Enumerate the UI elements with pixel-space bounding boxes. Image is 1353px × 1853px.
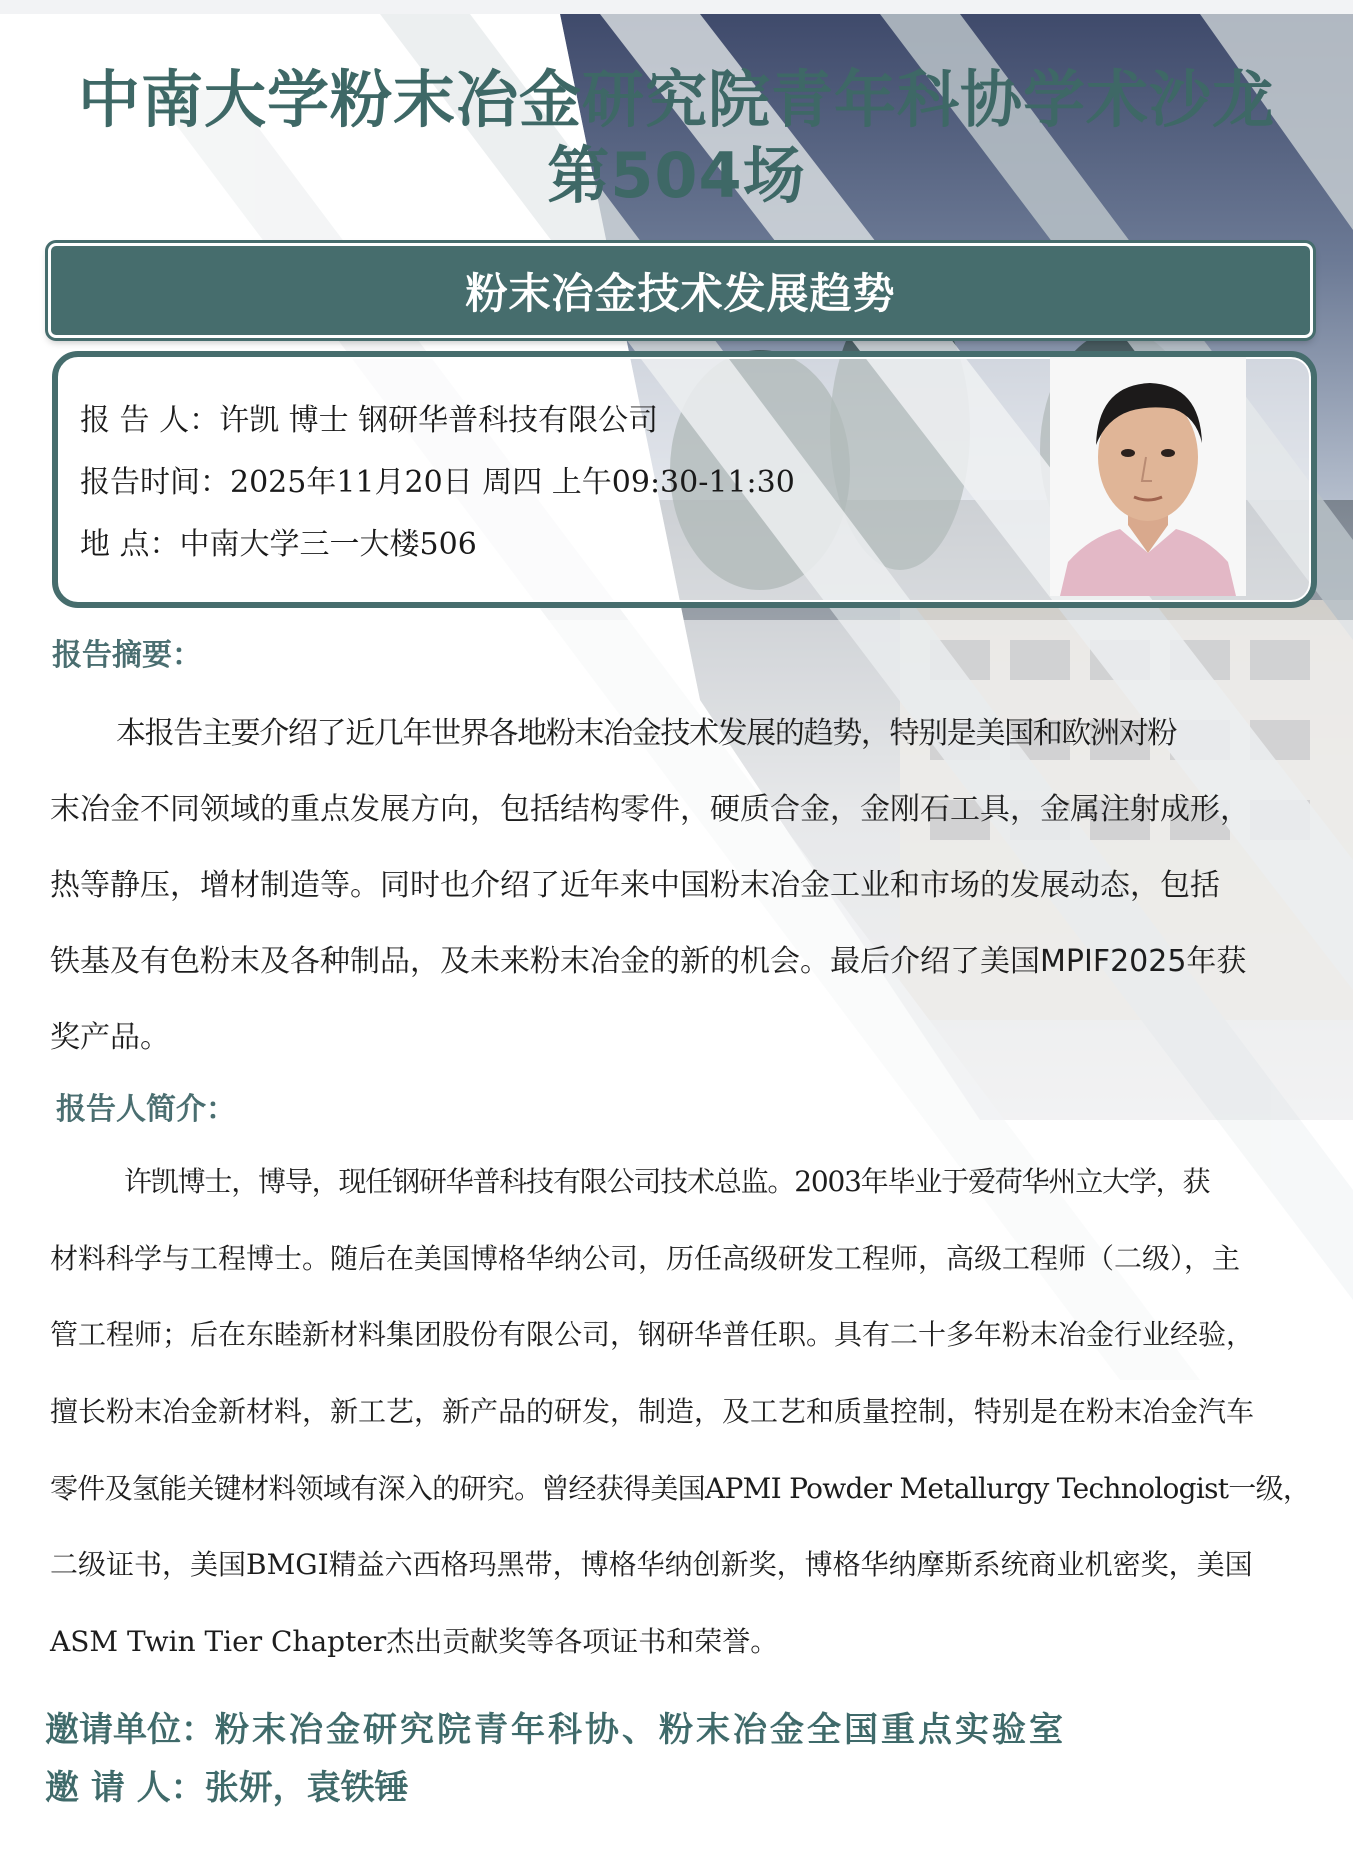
abstract-line: 末冶金不同领域的重点发展方向，包括结构零件，硬质合金，金刚石工具，金属注射成形， (50, 792, 1250, 827)
abstract-line: 铁基及有色粉末及各种制品，及未来粉末冶金的新的机会。最后介绍了美国MPIF2025年获 (50, 944, 1247, 979)
speaker-value: 许凯 博士 钢研华普科技有限公司 (219, 403, 659, 438)
title-line-1: 中南大学粉末冶金研究院青年科协学术沙龙 (77, 63, 1275, 136)
time-value: 2025年11月20日 周四 上午09:30-11:30 (230, 465, 795, 500)
bio-line: 材料科学与工程博士。随后在美国博格华纳公司，历任高级研发工程师，高级工程师（二级），主 (50, 1241, 1241, 1275)
place-value: 中南大学三一大楼506 (179, 527, 477, 562)
inviter-unit-row (45, 1702, 1066, 1751)
time-row (80, 457, 795, 501)
bio-heading: 报告人简介： (56, 1092, 236, 1127)
inviter-value: 张妍，袁铁锤 (204, 1768, 409, 1808)
abstract-line: 本报告主要介绍了近几年世界各地粉末冶金技术发展的趋势，特别是美国和欧洲对粉 (116, 716, 1176, 751)
abstract-heading: 报告摘要： (52, 638, 202, 673)
place-row (80, 519, 477, 563)
title-line-2: 第504场 (547, 139, 806, 212)
time-label: 报告时间： (80, 465, 230, 500)
place-label: 地 点： (80, 527, 180, 562)
abstract-paragraph (50, 696, 1310, 1076)
bio-line: ASM Twin Tier Chapter杰出贡献奖等各项证书和荣誉。 (50, 1625, 779, 1659)
inviter-unit-label: 邀请单位： (45, 1710, 215, 1750)
bio-line: 管工程师；后在东睦新材料集团股份有限公司，钢研华普任职。具有二十多年粉末冶金行业经验， (50, 1318, 1255, 1352)
page-title (40, 62, 1313, 214)
bio-line: 许凯博士，博导，现任钢研华普科技有限公司技术总监。2003年毕业于爱荷华州立大学，获 (124, 1165, 1210, 1198)
inviter-unit-value: 粉末冶金研究院青年科协、粉末冶金全国重点实验室 (215, 1710, 1066, 1750)
inviter-row (45, 1760, 409, 1809)
speaker-row (80, 395, 658, 439)
speaker-label: 报 告 人： (80, 403, 220, 438)
inviter-label: 邀 请 人： (45, 1768, 205, 1808)
abstract-line: 热等静压，增材制造等。同时也介绍了近年来中国粉末冶金工业和市场的发展动态，包括 (50, 868, 1220, 903)
topic-banner: 粉末冶金技术发展趋势 (48, 243, 1313, 338)
bio-line: 二级证书，美国BMGI精益六西格玛黑带，博格华纳创新奖，博格华纳摩斯系统商业机密奖，美国 (50, 1548, 1253, 1582)
speaker-photo (1050, 357, 1246, 596)
bio-paragraph (50, 1144, 1310, 1681)
abstract-line: 奖产品。 (50, 1020, 170, 1055)
bio-line: 零件及氢能关键材料领域有深入的研究。曾经获得美国APMI Powder Metallurgy Technologist一级， (50, 1471, 1311, 1505)
bio-line: 擅长粉末冶金新材料，新工艺，新产品的研发，制造，及工艺和质量控制，特别是在粉末冶金汽车 (50, 1395, 1255, 1429)
